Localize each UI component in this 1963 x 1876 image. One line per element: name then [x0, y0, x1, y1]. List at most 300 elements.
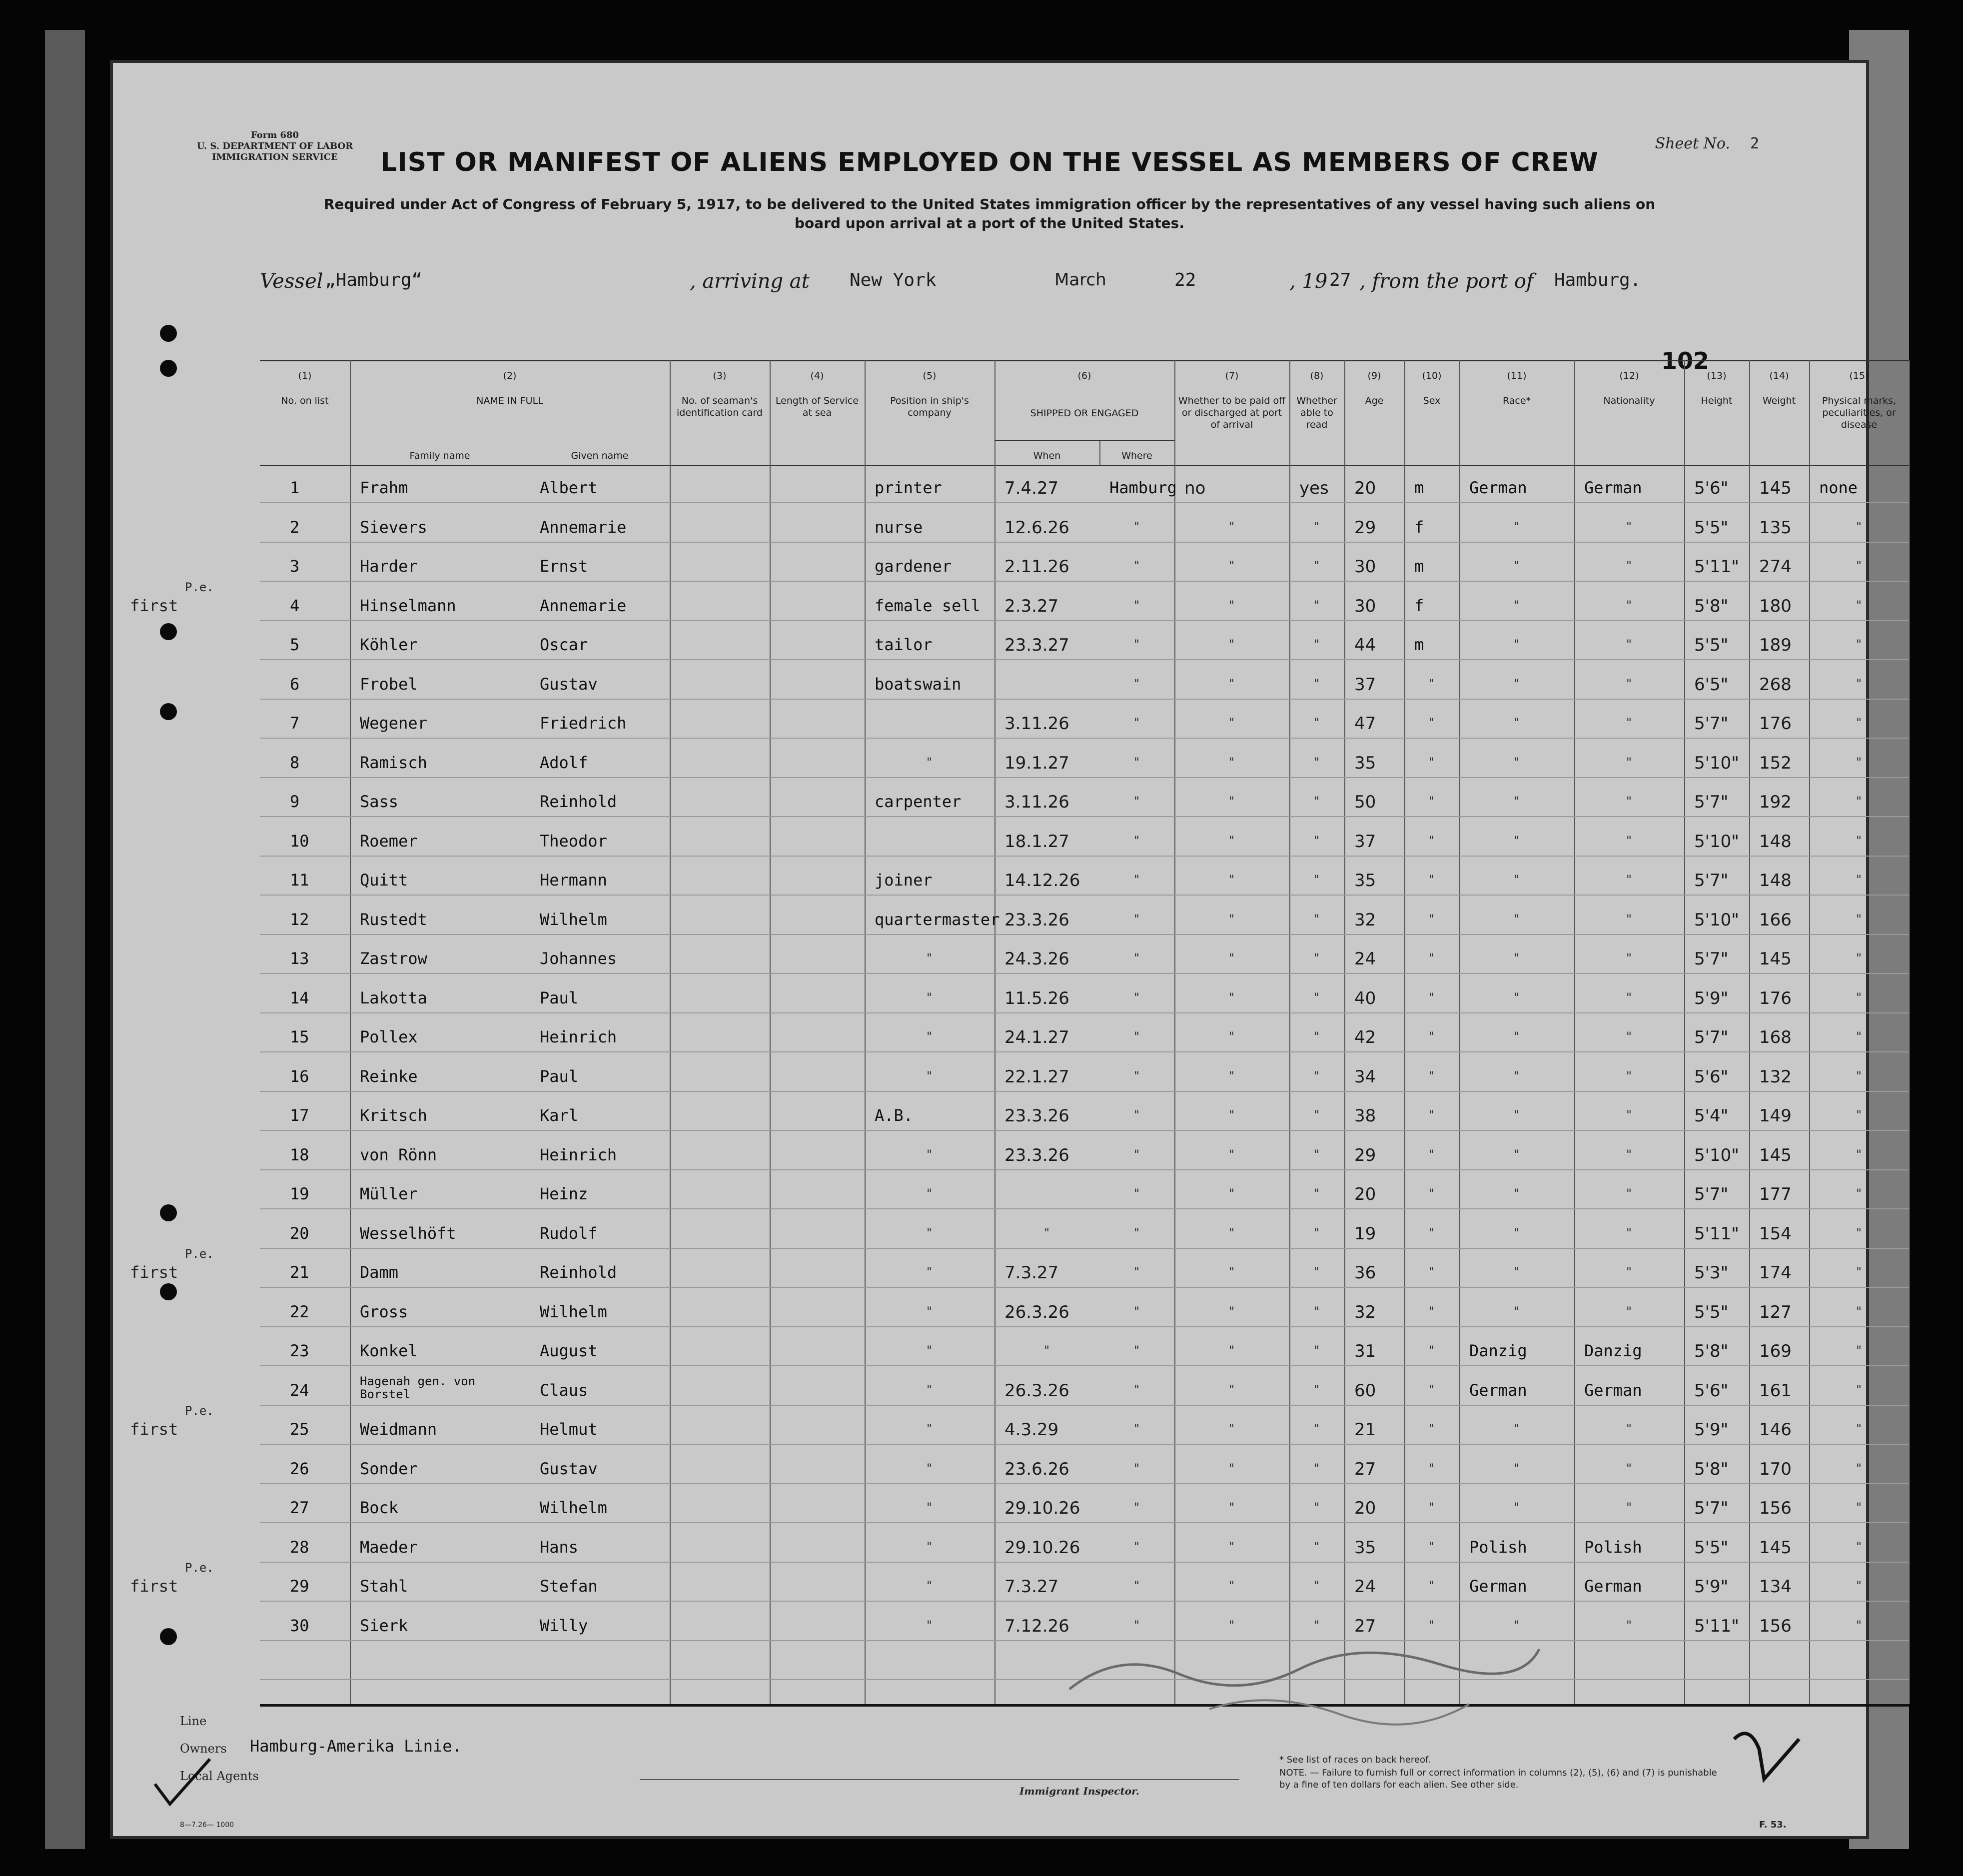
- cell-race: ": [1514, 873, 1520, 887]
- cell-no: 16: [290, 1067, 309, 1086]
- cell-where: ": [1134, 716, 1140, 730]
- cell-no: 2: [290, 518, 300, 537]
- cell-paid-off: ": [1229, 598, 1235, 612]
- cell-age: 37: [1354, 832, 1376, 852]
- cell-nationality: ": [1626, 1147, 1632, 1161]
- cell-age: 29: [1354, 518, 1376, 538]
- cell-read: ": [1314, 1422, 1320, 1436]
- cell-age: 29: [1354, 1145, 1376, 1165]
- cell-height: 5'9": [1694, 1577, 1729, 1597]
- column-number: (1): [298, 370, 312, 381]
- cell-family: Pollex: [360, 1027, 418, 1046]
- cell-given: Hermann: [540, 871, 607, 890]
- cell-height: 5'10": [1694, 753, 1739, 773]
- cell-where: ": [1134, 951, 1140, 965]
- cell-sex: ": [1429, 1069, 1435, 1083]
- cell-read: ": [1314, 1579, 1320, 1593]
- cell-family: Müller: [360, 1184, 418, 1203]
- table-row: [260, 943, 1909, 982]
- cell-no: 15: [290, 1027, 309, 1046]
- cell-nationality: Polish: [1584, 1538, 1642, 1557]
- inspector-label: Immigrant Inspector.: [1019, 1785, 1139, 1797]
- cell-no: 10: [290, 832, 309, 851]
- column-rule: [1909, 360, 1910, 1704]
- cell-sex: m: [1414, 478, 1424, 497]
- cell-weight: 174: [1759, 1263, 1792, 1283]
- cell-age: 32: [1354, 910, 1376, 930]
- cell-age: 30: [1354, 557, 1376, 577]
- cell-given: Wilhelm: [540, 910, 607, 929]
- cell-paid-off: ": [1229, 912, 1235, 926]
- arrival-day: 22: [1174, 270, 1196, 290]
- cell-read: ": [1314, 637, 1320, 651]
- cell-when: ": [1044, 1226, 1050, 1240]
- table-row: [260, 629, 1909, 669]
- cell-weight: 149: [1759, 1106, 1792, 1126]
- cell-marks: ": [1856, 1147, 1862, 1161]
- fine-note: NOTE. — Failure to furnish full or correct information in columns (2), (5), (6) and (7) is punishable by a fine of ten dollars for each alien. See other side.: [1279, 1768, 1717, 1790]
- cell-weight: 145: [1759, 1145, 1792, 1165]
- cell-when: 3.11.26: [1004, 714, 1069, 734]
- cell-height: 5'10": [1694, 832, 1739, 852]
- cell-marks: ": [1856, 1618, 1862, 1632]
- print-code: 8—7.26— 1000: [180, 1821, 234, 1829]
- cell-height: 5'5": [1694, 1538, 1729, 1558]
- cell-nationality: ": [1626, 951, 1632, 965]
- column-heading: Length of Service at sea: [775, 395, 859, 418]
- cell-given: Theodor: [540, 832, 607, 851]
- cell-race: ": [1514, 1029, 1520, 1043]
- cell-age: 35: [1354, 753, 1376, 773]
- margin-note-mark: P.e.: [185, 1561, 214, 1575]
- cell-weight: 169: [1759, 1341, 1792, 1361]
- cell-weight: 146: [1759, 1420, 1792, 1440]
- cell-nationality: ": [1626, 1029, 1632, 1043]
- column-heading: Position in ship's company: [890, 395, 969, 418]
- table-row: [260, 1139, 1909, 1179]
- cell-family: Roemer: [360, 832, 418, 851]
- column-heading: Whether able to read: [1296, 395, 1337, 430]
- cell-where: ": [1134, 1304, 1140, 1318]
- cell-when: 26.3.26: [1004, 1381, 1069, 1401]
- cell-family: Reinke: [360, 1067, 418, 1086]
- cell-family: Hinselmann: [360, 596, 456, 615]
- cell-age: 20: [1354, 478, 1376, 498]
- cell-sex: ": [1429, 951, 1435, 965]
- cell-weight: 148: [1759, 871, 1792, 891]
- shipped-subrule: [994, 440, 1174, 441]
- cell-age: 37: [1354, 675, 1376, 695]
- cell-read: ": [1314, 951, 1320, 965]
- cell-read: ": [1314, 1029, 1320, 1043]
- cell-family: Gross: [360, 1302, 408, 1321]
- cell-read: ": [1314, 1618, 1320, 1632]
- cell-family: Harder: [360, 557, 418, 576]
- cell-age: 32: [1354, 1302, 1376, 1322]
- cell-no: 1: [290, 478, 300, 497]
- column-number: (15): [1849, 370, 1869, 381]
- cell-when: 14.12.26: [1004, 871, 1080, 891]
- cell-nationality: German: [1584, 1577, 1642, 1596]
- cell-position: ": [927, 951, 933, 965]
- cell-family: Stahl: [360, 1577, 408, 1596]
- arrival-month: March: [1054, 270, 1106, 290]
- cell-no: 21: [290, 1263, 309, 1282]
- cell-read: ": [1314, 1226, 1320, 1240]
- cell-read: ": [1314, 1461, 1320, 1475]
- cell-paid-off: ": [1229, 873, 1235, 887]
- cell-weight: 268: [1759, 675, 1792, 695]
- column-number: (11): [1507, 370, 1527, 381]
- cell-sex: ": [1429, 1186, 1435, 1200]
- column-heading: No. on list: [281, 395, 329, 406]
- cell-given: Paul: [540, 1067, 579, 1086]
- inspector-signature-scribble: [1059, 1629, 1559, 1729]
- cell-no: 27: [290, 1498, 309, 1517]
- cell-weight: 177: [1759, 1184, 1792, 1204]
- cell-when: 24.1.27: [1004, 1027, 1069, 1047]
- cell-family: Weidmann: [360, 1420, 437, 1439]
- cell-given: Oscar: [540, 635, 588, 654]
- cell-paid-off: ": [1229, 1383, 1235, 1397]
- cell-position: nurse: [875, 518, 923, 537]
- page-subtitle: Required under Act of Congress of February 5, 1917, to be delivered to the United States immigration officer by the representatives of any vessel having such aliens on board upon arrival at a port of the United States.: [323, 196, 1656, 231]
- cell-where: ": [1134, 677, 1140, 691]
- cell-family: Hagenah gen. von Borstel: [360, 1374, 476, 1401]
- cell-marks: ": [1856, 637, 1862, 651]
- cell-sex: ": [1429, 990, 1435, 1004]
- line-label: Line: [180, 1714, 207, 1728]
- check-mark-icon: [150, 1754, 220, 1814]
- cell-race: Polish: [1469, 1538, 1527, 1557]
- cell-race: German: [1469, 478, 1527, 497]
- cell-no: 7: [290, 714, 300, 733]
- cell-sex: ": [1429, 1304, 1435, 1318]
- cell-where: ": [1134, 990, 1140, 1004]
- cell-read: ": [1314, 1304, 1320, 1318]
- cell-when: 24.3.26: [1004, 949, 1069, 969]
- table-row: [260, 1218, 1909, 1257]
- punch-hole: [160, 325, 177, 342]
- cell-read: ": [1314, 794, 1320, 808]
- cell-sex: ": [1429, 716, 1435, 730]
- cell-family: Sievers: [360, 518, 427, 537]
- cell-where: ": [1134, 912, 1140, 926]
- cell-family: Frahm: [360, 478, 408, 497]
- cell-age: 40: [1354, 988, 1376, 1008]
- sheet-label: Sheet No.: [1655, 135, 1730, 152]
- cell-sex: m: [1414, 635, 1424, 654]
- cell-weight: 192: [1759, 792, 1792, 812]
- cell-where: ": [1134, 1618, 1140, 1632]
- cell-sex: f: [1414, 518, 1424, 537]
- column-subheading: Family name: [409, 450, 470, 461]
- cell-position: ": [927, 1461, 933, 1475]
- cell-weight: 132: [1759, 1067, 1792, 1087]
- cell-when: 3.11.26: [1004, 792, 1069, 812]
- cell-height: 5'9": [1694, 1420, 1729, 1440]
- cell-nationality: ": [1626, 1226, 1632, 1240]
- check-mark-icon: [1729, 1729, 1809, 1789]
- cell-given: Claus: [540, 1381, 588, 1400]
- cell-position: ": [927, 1500, 933, 1514]
- cell-paid-off: ": [1229, 1461, 1235, 1475]
- cell-race: ": [1514, 1186, 1520, 1200]
- cell-height: 5'7": [1694, 1184, 1729, 1204]
- table-row: [260, 472, 1909, 512]
- cell-paid-off: ": [1229, 951, 1235, 965]
- cell-race: German: [1469, 1577, 1527, 1596]
- cell-sex: ": [1429, 794, 1435, 808]
- cell-when: ": [1044, 1343, 1050, 1357]
- cell-sex: ": [1429, 1029, 1435, 1043]
- column-heading: Physical marks, peculiarities, or disease: [1822, 395, 1897, 430]
- cell-family: Rustedt: [360, 910, 427, 929]
- cell-paid-off: ": [1229, 990, 1235, 1004]
- cell-paid-off: ": [1229, 677, 1235, 691]
- cell-read: ": [1314, 912, 1320, 926]
- cell-age: 38: [1354, 1106, 1376, 1126]
- owners-label: Owners: [180, 1742, 227, 1756]
- cell-given: August: [540, 1341, 598, 1360]
- cell-race: ": [1514, 559, 1520, 573]
- cell-race: ": [1514, 677, 1520, 691]
- cell-no: 17: [290, 1106, 309, 1125]
- table-row: [260, 865, 1909, 904]
- cell-sex: ": [1429, 1108, 1435, 1122]
- cell-marks: ": [1856, 598, 1862, 612]
- cell-height: 5'10": [1694, 910, 1739, 930]
- cell-when: 7.12.26: [1004, 1616, 1069, 1636]
- cell-sex: ": [1429, 1265, 1435, 1279]
- cell-when: 23.3.26: [1004, 910, 1069, 930]
- table-row: [260, 826, 1909, 865]
- cell-no: 22: [290, 1302, 309, 1321]
- cell-age: 27: [1354, 1616, 1376, 1636]
- cell-when: 23.3.26: [1004, 1145, 1069, 1165]
- cell-marks: ": [1856, 677, 1862, 691]
- cell-read: ": [1314, 1147, 1320, 1161]
- table-row: [260, 1532, 1909, 1571]
- cell-when: 4.3.29: [1004, 1420, 1059, 1440]
- cell-age: 30: [1354, 596, 1376, 616]
- cell-paid-off: ": [1229, 1304, 1235, 1318]
- cell-family: Frobel: [360, 675, 418, 694]
- cell-where: ": [1134, 598, 1140, 612]
- punch-hole: [160, 1628, 177, 1645]
- arriving-port: New York: [850, 270, 937, 290]
- cell-marks: ": [1856, 794, 1862, 808]
- cell-family: von Rönn: [360, 1145, 437, 1164]
- cell-race: ": [1514, 1108, 1520, 1122]
- punch-hole: [160, 703, 177, 720]
- cell-race: ": [1514, 637, 1520, 651]
- cell-height: 5'8": [1694, 1459, 1729, 1479]
- cell-weight: 161: [1759, 1381, 1792, 1401]
- table-row: [260, 982, 1909, 1022]
- cell-family: Lakotta: [360, 988, 427, 1007]
- table-row: [260, 1492, 1909, 1532]
- cell-weight: 189: [1759, 635, 1792, 655]
- cell-family: Wegener: [360, 714, 427, 733]
- cell-where: ": [1134, 520, 1140, 534]
- cell-height: 5'7": [1694, 949, 1729, 969]
- cell-race: ": [1514, 598, 1520, 612]
- cell-when: 29.10.26: [1004, 1538, 1080, 1558]
- cell-nationality: German: [1584, 478, 1642, 497]
- cell-age: 36: [1354, 1263, 1376, 1283]
- cell-position: female sell: [875, 596, 981, 615]
- cell-race: ": [1514, 1500, 1520, 1514]
- cell-weight: 176: [1759, 988, 1792, 1008]
- cell-paid-off: ": [1229, 1226, 1235, 1240]
- table-row: [260, 1257, 1909, 1296]
- cell-family: Sass: [360, 792, 399, 811]
- cell-no: 26: [290, 1459, 309, 1478]
- cell-height: 5'6": [1694, 1067, 1729, 1087]
- cell-when: 7.4.27: [1004, 478, 1059, 498]
- cell-nationality: ": [1626, 716, 1632, 730]
- cell-height: 5'11": [1694, 1616, 1739, 1636]
- cell-marks: ": [1856, 1383, 1862, 1397]
- cell-read: ": [1314, 1383, 1320, 1397]
- cell-nationality: ": [1626, 1422, 1632, 1436]
- cell-family: Zastrow: [360, 949, 427, 968]
- cell-marks: ": [1856, 520, 1862, 534]
- cell-height: 6'5": [1694, 675, 1729, 695]
- margin-note-first: first: [130, 1577, 178, 1596]
- cell-marks: ": [1856, 1265, 1862, 1279]
- cell-height: 5'9": [1694, 988, 1729, 1008]
- cell-given: Karl: [540, 1106, 579, 1125]
- cell-read: ": [1314, 559, 1320, 573]
- cell-race: ": [1514, 990, 1520, 1004]
- cell-marks: ": [1856, 1186, 1862, 1200]
- punch-hole: [160, 360, 177, 377]
- cell-no: 4: [290, 596, 300, 615]
- column-heading: Nationality: [1603, 395, 1655, 406]
- cell-nationality: ": [1626, 1618, 1632, 1632]
- form-number: Form 680: [250, 130, 299, 140]
- cell-family: Maeder: [360, 1538, 418, 1557]
- cell-given: Albert: [540, 478, 598, 497]
- cell-marks: ": [1856, 1579, 1862, 1593]
- cell-weight: 134: [1759, 1577, 1792, 1597]
- cell-nationality: ": [1626, 873, 1632, 887]
- header-top-rule: [260, 360, 1909, 361]
- cell-no: 9: [290, 792, 300, 811]
- cell-no: 3: [290, 557, 300, 576]
- cell-where: ": [1134, 637, 1140, 651]
- cell-height: 5'4": [1694, 1106, 1729, 1126]
- cell-family: Damm: [360, 1263, 399, 1282]
- cell-nationality: ": [1626, 1069, 1632, 1083]
- table-row: [260, 1296, 1909, 1336]
- cell-read: ": [1314, 1265, 1320, 1279]
- cell-paid-off: ": [1229, 1618, 1235, 1632]
- column-number: (13): [1707, 370, 1727, 381]
- cell-when: 11.5.26: [1004, 988, 1069, 1008]
- owners-value: Hamburg-Amerika Linie.: [250, 1737, 462, 1756]
- cell-where: ": [1134, 1108, 1140, 1122]
- cell-when: 22.1.27: [1004, 1067, 1069, 1087]
- cell-age: 47: [1354, 714, 1376, 734]
- cell-race: ": [1514, 912, 1520, 926]
- cell-where: ": [1134, 1265, 1140, 1279]
- table-row: [260, 1335, 1909, 1375]
- cell-marks: ": [1856, 1226, 1862, 1240]
- cell-given: Johannes: [540, 949, 617, 968]
- margin-note-mark: P.e.: [185, 580, 214, 594]
- cell-read: yes: [1299, 478, 1329, 498]
- arriving-label: , arriving at: [690, 270, 810, 293]
- cell-paid-off: ": [1229, 1265, 1235, 1279]
- cell-where: ": [1134, 1029, 1140, 1043]
- cell-sex: ": [1429, 834, 1435, 848]
- table-row: [260, 512, 1909, 551]
- cell-age: 21: [1354, 1420, 1376, 1440]
- table-row: [260, 1375, 1909, 1414]
- cell-position: ": [927, 1422, 933, 1436]
- cell-age: 35: [1354, 1538, 1376, 1558]
- cell-weight: 135: [1759, 518, 1792, 538]
- cell-height: 5'7": [1694, 1498, 1729, 1518]
- cell-age: 44: [1354, 635, 1376, 655]
- cell-nationality: ": [1626, 598, 1632, 612]
- cell-paid-off: ": [1229, 794, 1235, 808]
- cell-no: 14: [290, 988, 309, 1007]
- cell-read: ": [1314, 1108, 1320, 1122]
- cell-race: ": [1514, 1069, 1520, 1083]
- column-number: (8): [1310, 370, 1324, 381]
- cell-sex: ": [1429, 1461, 1435, 1475]
- cell-marks: ": [1856, 1108, 1862, 1122]
- cell-sex: ": [1429, 1383, 1435, 1397]
- cell-family: Kritsch: [360, 1106, 427, 1125]
- voyage-line: [260, 265, 1859, 295]
- cell-height: 5'3": [1694, 1263, 1729, 1283]
- cell-no: 29: [290, 1577, 309, 1596]
- cell-position: ": [927, 1226, 933, 1240]
- margin-note-first: first: [130, 596, 178, 615]
- cell-when: 12.6.26: [1004, 518, 1069, 538]
- cell-no: 8: [290, 753, 300, 772]
- cell-where: ": [1134, 1500, 1140, 1514]
- cell-sex: ": [1429, 1422, 1435, 1436]
- cell-race: ": [1514, 951, 1520, 965]
- cell-paid-off: ": [1229, 1422, 1235, 1436]
- cell-read: ": [1314, 990, 1320, 1004]
- page-title: LIST OR MANIFEST OF ALIENS EMPLOYED ON THE VESSEL AS MEMBERS OF CREW: [380, 147, 1599, 177]
- column-heading: Whether to be paid off or discharged at port of arrival: [1178, 395, 1286, 430]
- cell-read: ": [1314, 716, 1320, 730]
- cell-position: ": [927, 1618, 933, 1632]
- cell-no: 25: [290, 1420, 309, 1439]
- cell-paid-off: ": [1229, 755, 1235, 769]
- inspector-signature-line: [640, 1779, 1239, 1780]
- cell-position: ": [927, 755, 933, 769]
- cell-when: 26.3.26: [1004, 1302, 1069, 1322]
- cell-height: 5'7": [1694, 871, 1729, 891]
- cell-given: Ernst: [540, 557, 588, 576]
- cell-nationality: ": [1626, 1500, 1632, 1514]
- department: U. S. DEPARTMENT OF LABOR: [196, 141, 353, 151]
- cell-weight: 170: [1759, 1459, 1792, 1479]
- cell-given: Reinhold: [540, 1263, 617, 1282]
- cell-where: ": [1134, 1422, 1140, 1436]
- table-row: [260, 747, 1909, 787]
- cell-no: 28: [290, 1538, 309, 1557]
